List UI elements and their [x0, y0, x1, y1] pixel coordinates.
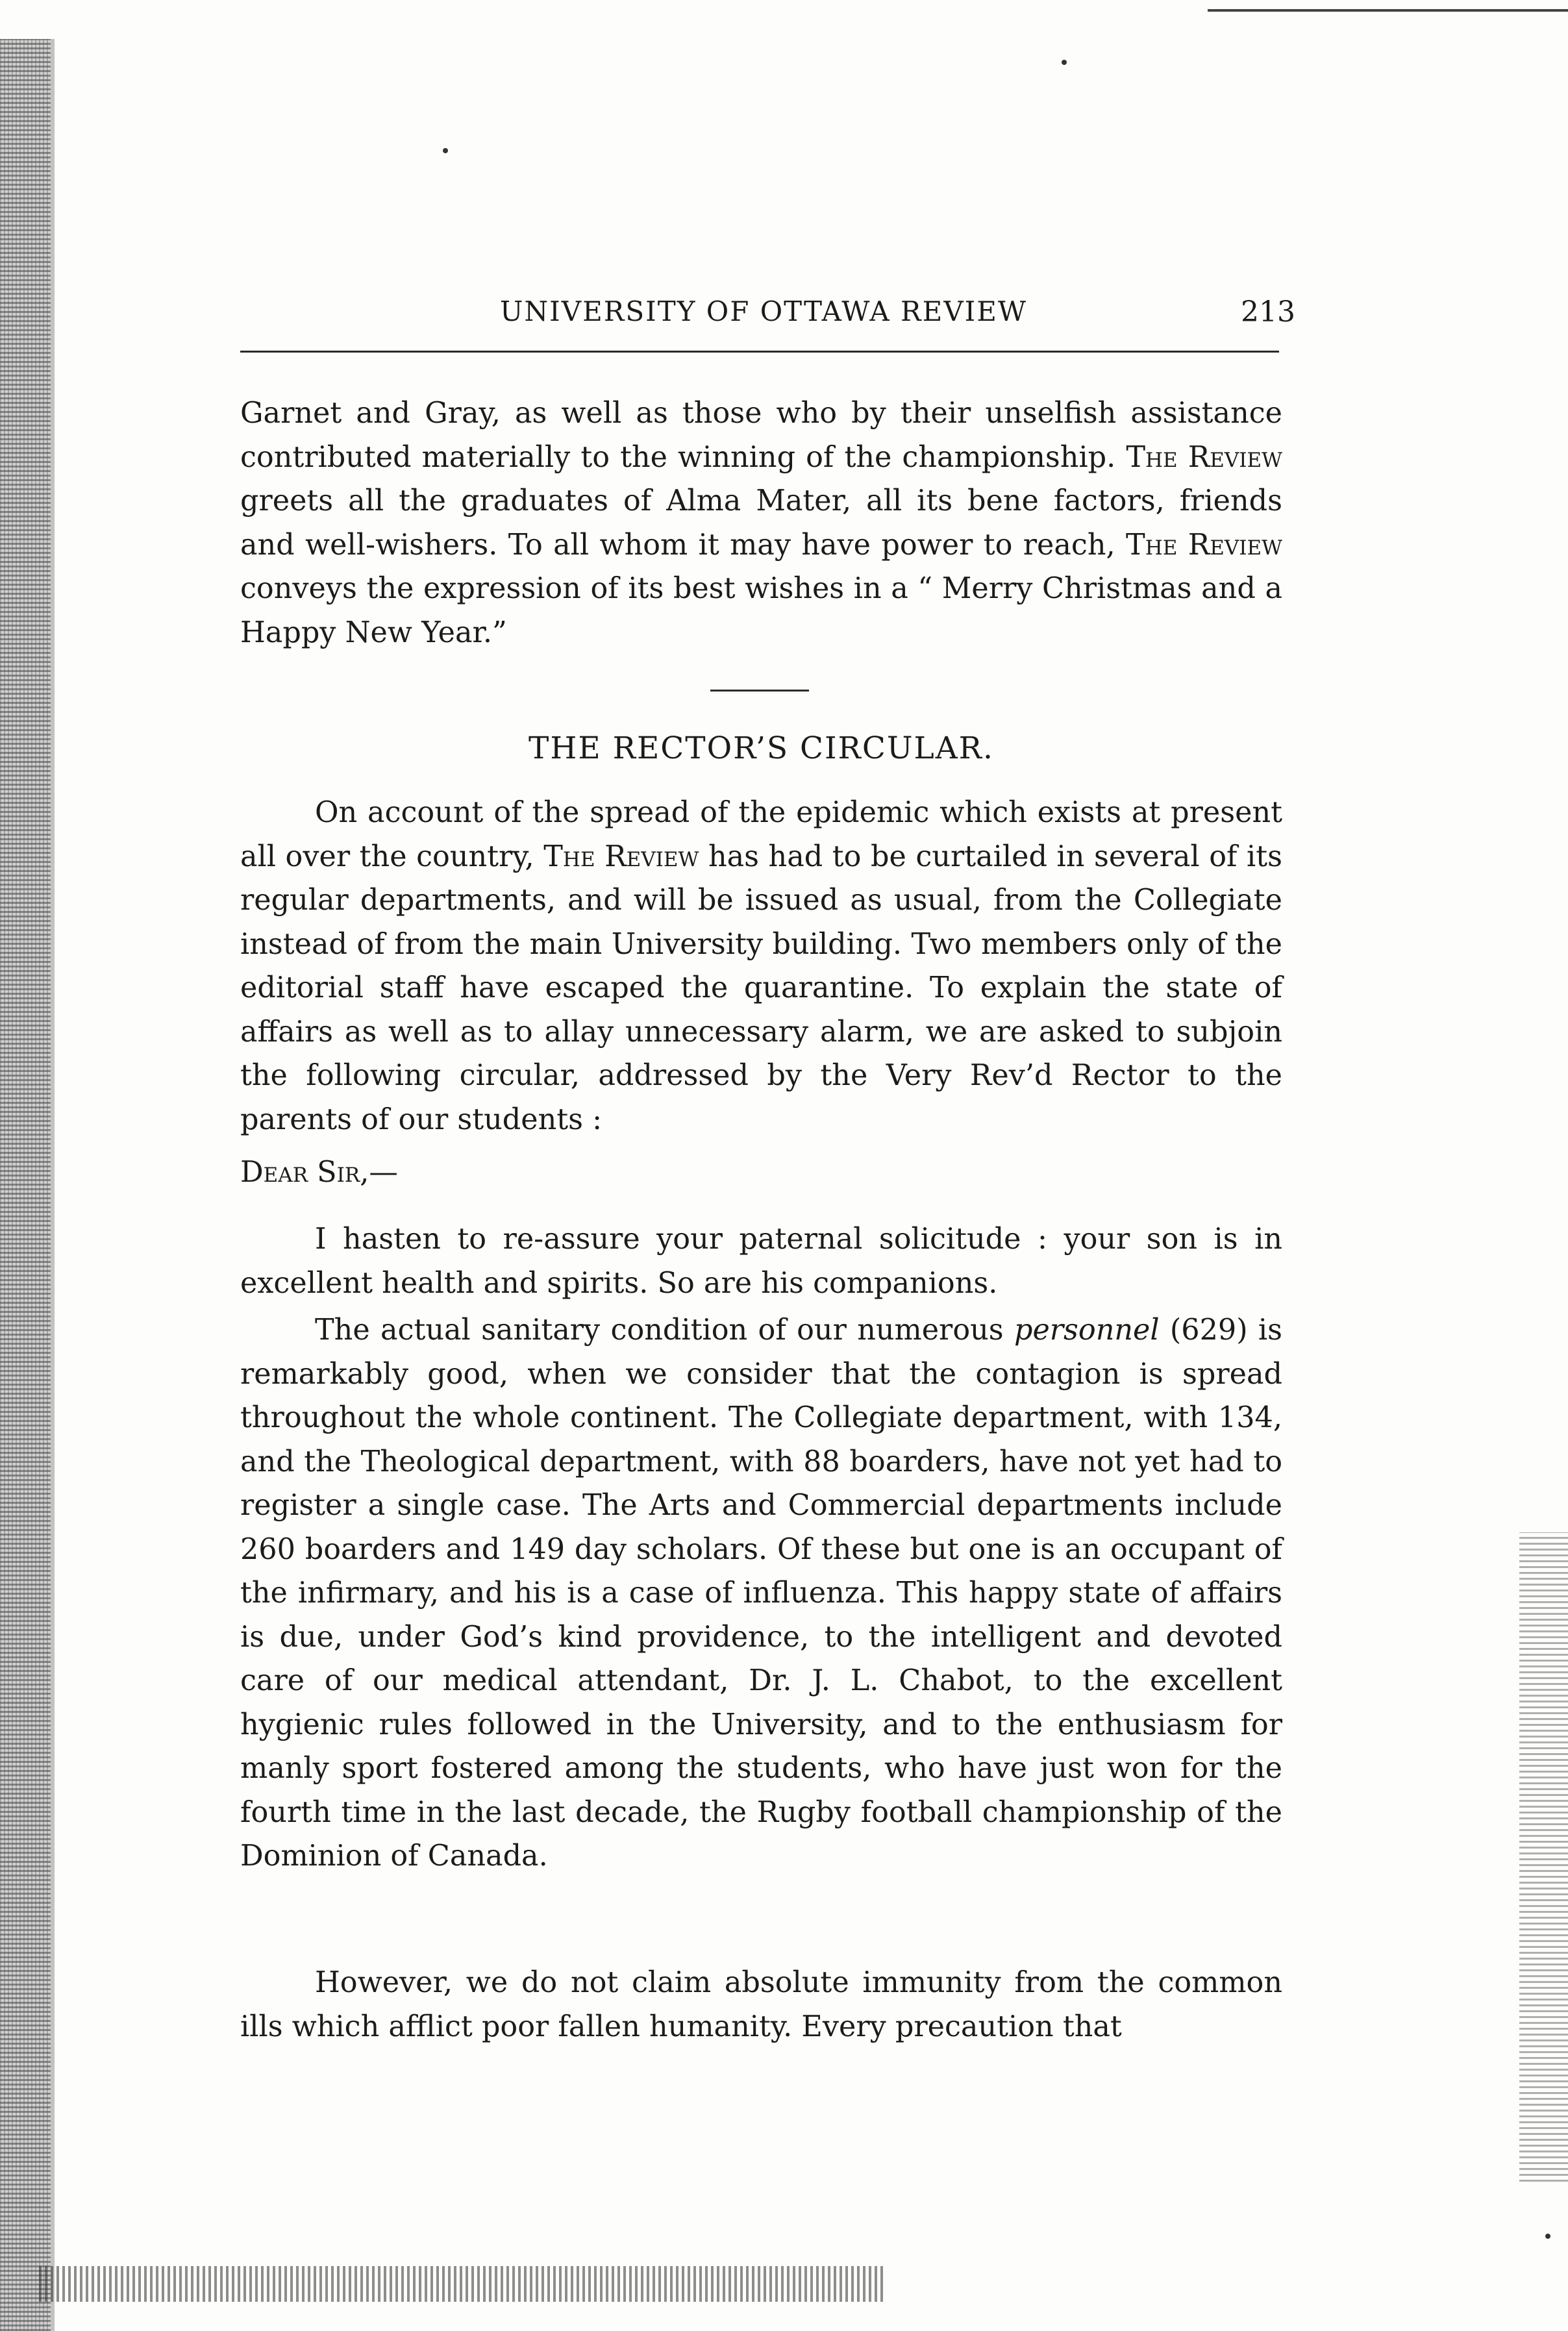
letter-p2-text-a: The actual sanitary condition of our numerous: [315, 1314, 1014, 1347]
letter-p2-text-b: (629) is remarkably good, when we consider that the contagion is spread throughout the whole continent. The Collegiate department, with 134, and the Theological department, with 88 boarders, have not yet had to register a single case. The Arts and Commercial departments include 260 boarders and 149 day scholars. Of these but one is an occupant of the infirmary, and his is a case of influenza. This happy state of affairs is due, under God’s kind providence, to the intelligent and devoted care of our medical attendant, Dr. J. L. Chabot, to the excellent hygienic rules followed in the University, and to the enthusiasm for manly sport fostered among the students, who have just won for the fourth time in the last decade, the Rugby football championship of the Dominion of Canada.: [240, 1314, 1282, 1873]
intro-text-1: On account of the spread of the epidemic which exists at present all over the country,: [240, 796, 1282, 873]
header-rule: [240, 351, 1279, 353]
running-title: UNIVERSITY OF OTTAWA REVIEW: [500, 295, 1028, 327]
binding-edge: [51, 39, 55, 2331]
scan-dot: [1545, 2234, 1550, 2239]
lead-text-3: conveys the expression of its best wishes in a “ Merry Christmas and a Happy New Year.”: [240, 572, 1282, 649]
review-name: The Review: [1126, 440, 1283, 474]
scan-dot: [1062, 60, 1067, 65]
review-name: The Review: [543, 840, 699, 873]
running-head: [240, 295, 1299, 341]
review-name: The Review: [1126, 528, 1282, 562]
top-corner-rule: [1208, 9, 1568, 12]
intro-paragraph: [240, 791, 1282, 1141]
section-title: THE RECTOR’S CIRCULAR.: [529, 730, 994, 766]
section-divider: [710, 690, 809, 692]
letter-paragraph-3: However, we do not claim absolute immunity from the common ills which afflict poor fallen humanity. Every precaution that: [240, 1966, 1282, 2043]
letter-paragraph-2: [240, 1308, 1282, 1878]
lead-text-2: greets all the graduates of Alma Mater, all its bene factors, friends and well-wishers. To all whom it may have power to reach,: [240, 484, 1282, 562]
intro-text-2: has had to be curtailed in several of its regular departments, and will be issued as usual, from the Collegiate instead of from the main University building. Two members only of the editorial staff have escaped the quarantine. To explain the state of affairs as well as to allay unnecessary alarm, we are asked to subjoin the following circular, addressed by the Very Rev’d Rector to the parents of our students :: [240, 840, 1282, 1136]
letter-paragraph-1: I hasten to re-assure your paternal solicitude : your son is in excellent health and spirits. So are his companions.: [240, 1223, 1282, 1300]
lead-text-1: Garnet and Gray, as well as those who by their unselfish assistance contributed materially to the winning of the championship.: [240, 397, 1282, 474]
page-number: 213: [1241, 295, 1295, 329]
letter-salutation: Dear Sir,—: [240, 1156, 398, 1189]
letter-p2-italic: personnel: [1014, 1314, 1160, 1347]
bottom-scan-edge: [39, 2266, 883, 2302]
right-scan-speckle: [1519, 1532, 1568, 2182]
lead-paragraph: [240, 392, 1282, 654]
binding-gutter: [0, 39, 51, 2331]
scan-dot: [443, 148, 448, 153]
